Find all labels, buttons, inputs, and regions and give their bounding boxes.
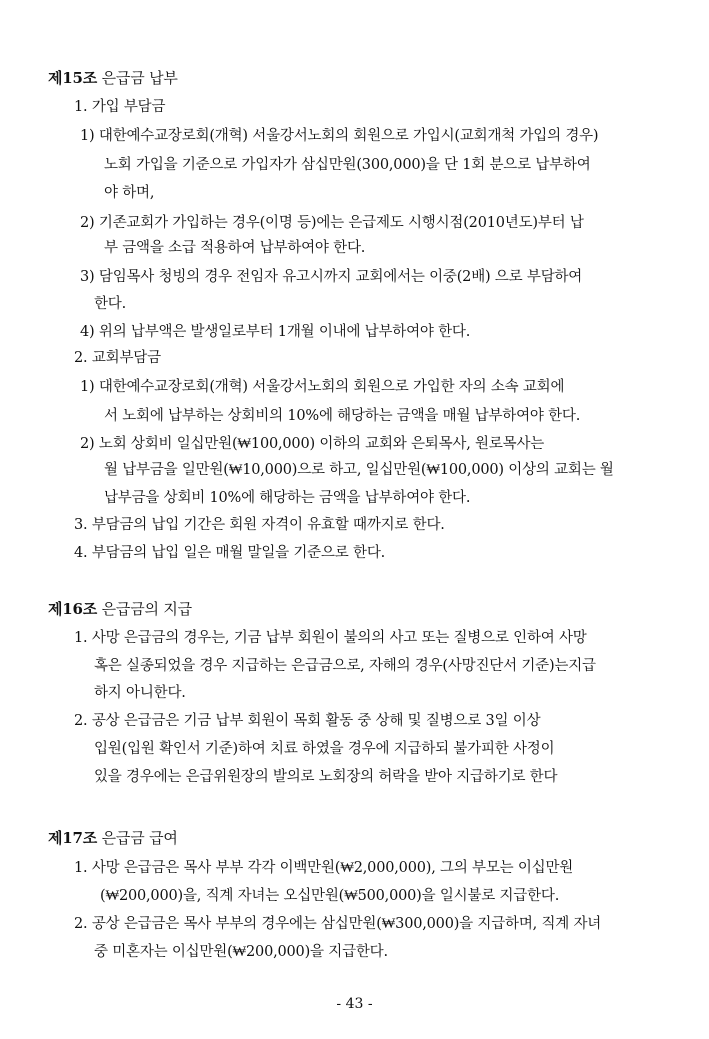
article-15-line: 1) 대한예수교장로회(개혁) 서울강서노회의 회원으로 가입한 자의 소속 교회에 [80, 379, 565, 395]
article-15-line: 노회 가입을 기준으로 가입자가 삼십만원(300,000)을 단 1회 분으로 납부하여 [104, 157, 591, 173]
article-17-line: 2. 공상 은급금은 목사 부부의 경우에는 삼십만원(₩300,000)을 지급하며, 직계 자녀 [74, 916, 602, 932]
article-15-line: 2) 노회 상회비 일십만원(₩100,000) 이하의 교회와 은퇴목사, 원로목사는 [80, 436, 545, 452]
article-16-heading: 제16조 은급금의 지급 [48, 600, 192, 618]
article-15-line: 월 납부금을 일만원(₩10,000)으로 하고, 일십만원(₩100,000) 이상의 교회는 월 [104, 462, 614, 478]
article-15-line: 부 금액을 소급 적용하여 납부하여야 한다. [104, 240, 366, 256]
article-15-line: 납부금을 상회비 10%에 해당하는 금액을 납부하여야 한다. [104, 490, 471, 506]
article-15-line: 4. 부담금의 납입 일은 매월 말일을 기준으로 한다. [74, 545, 386, 561]
article-16-line: 2. 공상 은급금은 기금 납부 회원이 목회 활동 중 상해 및 질병으로 3일 이상 [74, 713, 541, 729]
article-15-heading: 제15조 은급금 납부 [48, 69, 178, 87]
article-15-line: 1. 가입 부담금 [74, 99, 166, 115]
article-16-line: 1. 사망 은급금의 경우는, 기금 납부 회원이 불의의 사고 또는 질병으로 인하여 사망 [74, 630, 587, 646]
article-15-line: 야 하며, [104, 185, 155, 201]
article-16-line: 하지 아니한다. [94, 685, 186, 701]
article-15-line: 한다. [94, 296, 127, 312]
article-15-line: 1) 대한예수교장로회(개혁) 서울강서노회의 회원으로 가입시(교회개척 가입의 경우) [80, 128, 599, 144]
article-15-line: 3. 부담금의 납입 기간은 회원 자격이 유효할 때까지로 한다. [74, 517, 445, 533]
article-15-line: 2. 교회부담금 [74, 350, 161, 366]
article-15-line: 3) 담임목사 청빙의 경우 전임자 유고시까지 교회에서는 이중(2배) 으로 부담하여 [80, 269, 583, 285]
article-16-line: 있을 경우에는 은급위원장의 발의로 노회장의 허락을 받아 지급하기로 한다 [94, 769, 558, 785]
article-15-line: 2) 기존교회가 가입하는 경우(이명 등)에는 은급제도 시행시점(2010년도)부터 납 [80, 215, 584, 231]
article-17-heading: 제17조 은급금 급여 [48, 829, 178, 847]
article-15-line: 4) 위의 납부액은 발생일로부터 1개월 이내에 납부하여야 한다. [80, 324, 471, 340]
article-16-line: 입원(입원 확인서 기준)하여 치료 하였을 경우에 지급하되 불가피한 사정이 [94, 741, 555, 757]
article-17-line: 중 미혼자는 이십만원(₩200,000)을 지급한다. [94, 944, 388, 960]
article-17-line: 1. 사망 은급금은 목사 부부 각각 이백만원(₩2,000,000), 그의 부모는 이십만원 [74, 860, 574, 876]
page-number: - 43 - [336, 996, 373, 1012]
article-17-line: (₩200,000)을, 직계 자녀는 오십만원(₩500,000)을 일시불로 지급한다. [100, 888, 560, 904]
article-15-line: 서 노회에 납부하는 상회비의 10%에 해당하는 금액을 매월 납부하여야 한다. [104, 408, 581, 424]
article-16-line: 혹은 실종되었을 경우 지급하는 은급금으로, 자해의 경우(사망진단서 기준)는지급 [94, 658, 596, 674]
